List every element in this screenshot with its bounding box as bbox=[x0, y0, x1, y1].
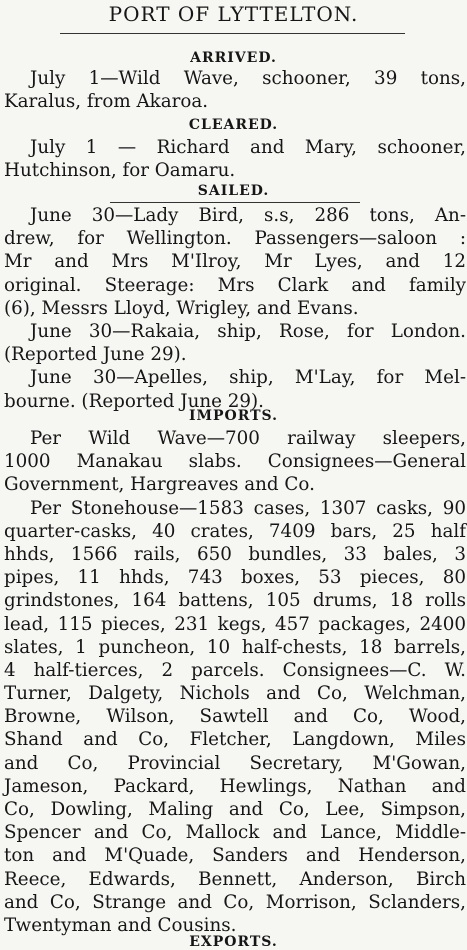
sailed-line: original. Steerage: Mrs Clark and family bbox=[4, 274, 466, 296]
imports-line: Co, Dowling, Maling and Co, Lee, Simpson, bbox=[4, 799, 466, 820]
sailed-line: (Reported June 29). bbox=[4, 344, 187, 366]
imports-line: Turner, Dalgety, Nichols and Co, Welchman, bbox=[4, 683, 466, 705]
imports-line: and Co, Strange and Co, Morrison, Sclanders, bbox=[4, 891, 466, 913]
cleared-line: Hutchinson, for Oamaru. bbox=[4, 160, 236, 182]
heading-exports: EXPORTS. bbox=[189, 934, 278, 950]
imports-line: Reece, Edwards, Bennett, Anderson, Birch bbox=[4, 868, 466, 890]
imports-line: Browne, Wilson, Sawtell and Co, Wood, bbox=[4, 706, 466, 728]
imports-line: slates, 1 puncheon, 10 half-chests, 18 barrels, bbox=[4, 636, 466, 658]
imports-line: ton and M'Quade, Sanders and Henderson, bbox=[4, 845, 466, 867]
imports-line: Twentyman and Cousins. bbox=[4, 914, 237, 936]
sailed-line: drew, for Wellington. Passengers—saloon : bbox=[4, 228, 466, 250]
imports-line: grindstones, 164 battens, 105 drums, 18 rolls bbox=[4, 590, 466, 612]
imports-section bbox=[4, 427, 466, 937]
heading-sailed: SAILED. bbox=[197, 183, 270, 199]
page-title: PORT OF LYTTELTON. bbox=[108, 2, 359, 26]
imports-line: Per Stonehouse—1583 cases, 1307 casks, 90 bbox=[30, 497, 466, 519]
imports-line: Government, Hargreaves and Co. bbox=[4, 474, 315, 496]
imports-line: Jameson, Packard, Hewlings, Nathan and bbox=[4, 775, 466, 797]
arrived-line: July 1—Wild Wave, schooner, 39 tons, bbox=[30, 68, 466, 89]
imports-line: Shand and Co, Fletcher, Langdown, Miles bbox=[4, 729, 466, 751]
sailed-line: June 30—Lady Bird, s.s, 286 tons, An- bbox=[30, 205, 466, 226]
sailed-line: June 30—Apelles, ship, M'Lay, for Mel- bbox=[30, 367, 466, 389]
sailed-rule bbox=[110, 202, 360, 203]
imports-line: 1000 Manakau slabs. Consignees—General bbox=[4, 451, 466, 473]
heading-cleared: CLEARED. bbox=[188, 117, 279, 133]
imports-line: and Co, Provincial Secretary, M'Gowan, bbox=[4, 752, 466, 774]
imports-line: Spencer and Co, Mallock and Lance, Middle- bbox=[4, 822, 466, 844]
cleared-line: July 1 — Richard and Mary, schooner, bbox=[30, 137, 466, 158]
imports-line: quarter-casks, 40 crates, 7409 bars, 25 half bbox=[4, 520, 466, 542]
imports-line: lead, 115 pieces, 231 kegs, 457 packages, 2400 bbox=[4, 613, 466, 635]
sailed-line: bourne. (Reported June 29). bbox=[4, 390, 264, 412]
sailed-section bbox=[4, 204, 466, 413]
sailed-line: June 30—Rakaia, ship, Rose, for London. bbox=[30, 320, 466, 342]
arrived-section bbox=[4, 67, 466, 113]
heading-arrived: ARRIVED. bbox=[190, 50, 277, 66]
sailed-line: (6), Messrs Lloyd, Wrigley, and Evans. bbox=[4, 297, 359, 319]
imports-line: pipes, 11 hhds, 743 boxes, 53 pieces, 80 bbox=[4, 567, 466, 589]
heading-imports: IMPORTS. bbox=[188, 408, 279, 424]
imports-line: 4 half-tierces, 2 parcels. Consignees—C. W. bbox=[4, 659, 466, 681]
arrived-line: Karalus, from Akaroa. bbox=[4, 91, 209, 113]
imports-line: Per Wild Wave—700 railway sleepers, bbox=[30, 428, 466, 449]
imports-line: hhds, 1566 rails, 650 bundles, 33 bales, 3 bbox=[4, 543, 466, 565]
title-rule bbox=[60, 33, 405, 34]
cleared-section bbox=[4, 136, 466, 182]
sailed-line: Mr and Mrs M'Ilroy, Mr Lyes, and 12 bbox=[4, 251, 466, 273]
